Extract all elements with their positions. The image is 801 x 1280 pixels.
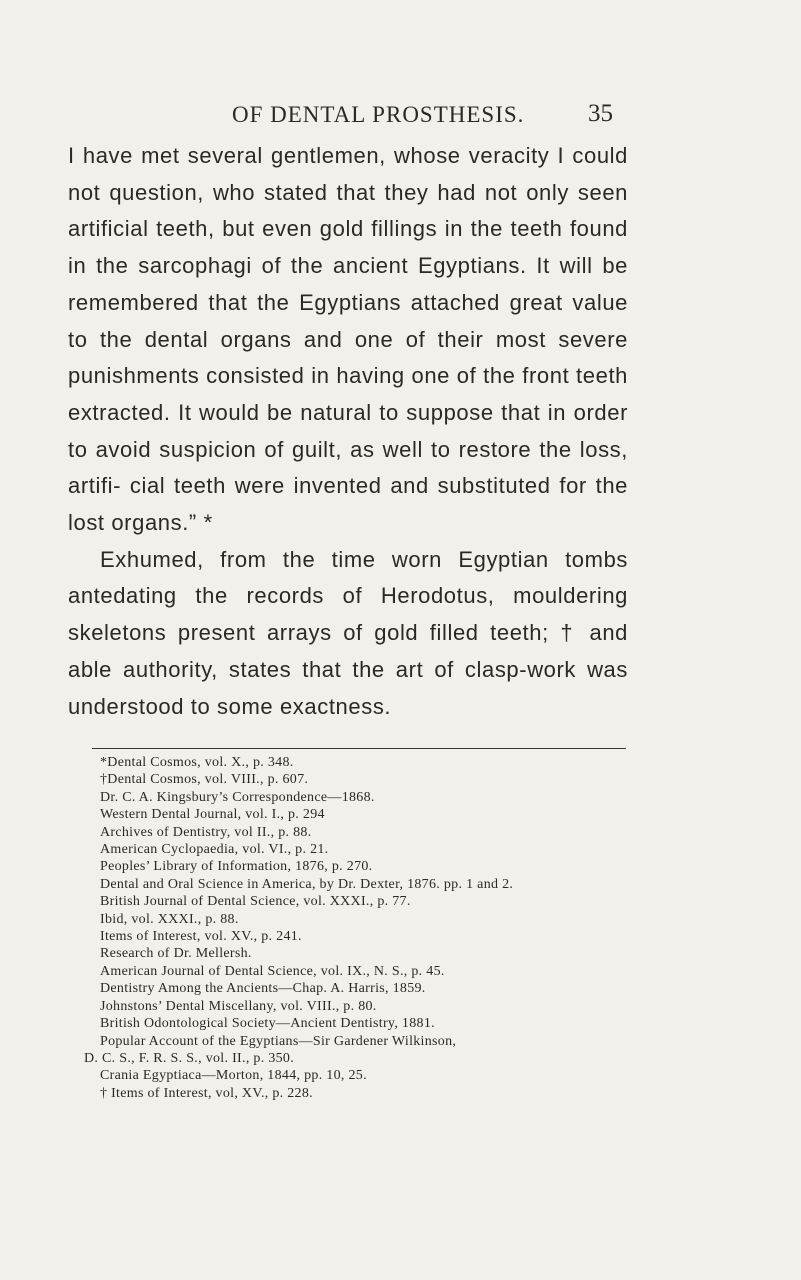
footnote-line: Dental and Oral Science in America, by Dr. Dexter, 1876. pp. 1 and 2. bbox=[100, 876, 514, 892]
footnote-line: †Dental Cosmos, vol. VIII., p. 607. bbox=[100, 772, 309, 788]
footnote-line: American Cyclopaedia, vol. VI., p. 21. bbox=[100, 842, 329, 858]
footnote-line: *Dental Cosmos, vol. X., p. 348. bbox=[100, 755, 294, 770]
footnote-line: Items of Interest, vol. XV., p. 241. bbox=[100, 929, 302, 945]
footnote-divider bbox=[92, 748, 626, 749]
running-head-title: OF DENTAL PROSTHESIS. bbox=[232, 102, 525, 127]
footnote-line: Research of Dr. Mellersh. bbox=[100, 946, 252, 962]
footnote-line: Archives of Dentistry, vol II., p. 88. bbox=[100, 824, 312, 840]
footnote-line: Ibid, vol. XXXI., p. 88. bbox=[100, 911, 239, 927]
footnote-line: Western Dental Journal, vol. I., p. 294 bbox=[100, 807, 325, 823]
footnote-line: Dentistry Among the Ancients—Chap. A. Harris, 1859. bbox=[100, 981, 426, 997]
footnotes-block bbox=[84, 754, 628, 1102]
footnote-line: D. C. S., F. R. S. S., vol. II., p. 350. bbox=[84, 1050, 295, 1066]
footnote-line: British Journal of Dental Science, vol. XXXI., p. 77. bbox=[100, 894, 411, 910]
main-text bbox=[68, 138, 628, 725]
footnote-line: Popular Account of the Egyptians—Sir Gardener Wilkinson, bbox=[100, 1033, 457, 1049]
paragraph-2: Exhumed, from the time worn Egyptian tombs antedating the records of Herodotus, mouldering skeletons present arrays of gold filled teeth; † and able authority, states that the art of clasp-work was understood to some exactness. bbox=[68, 546, 628, 719]
footnote-line: † Items of Interest, vol, XV., p. 228. bbox=[100, 1085, 313, 1101]
paragraph-1: I have met several gentlemen, whose veracity I could not question, who stated that they had not only seen artificial teeth, but even gold fillings in the teeth found in the sarcophagi of the ancient Egyptians. It will be remembered that the Egyptians attached great value to the dental organs and one of their most severe punishments consisted in having one of the front teeth extracted. It would be natural to suppose that in order to avoid suspicion of guilt, as well to restore the loss, artifi- cial teeth were invented and substituted for the lost organs.” * bbox=[68, 143, 628, 536]
footnote-line: Dr. C. A. Kingsbury’s Correspondence—1868. bbox=[100, 789, 375, 805]
footnote-line: Johnstons’ Dental Miscellany, vol. VIII., p. 80. bbox=[100, 998, 377, 1014]
footnote-line: Peoples’ Library of Information, 1876, p. 270. bbox=[100, 859, 373, 875]
footnote-line: Crania Egyptiaca—Morton, 1844, pp. 10, 25. bbox=[100, 1068, 367, 1084]
footnote-line: British Odontological Society—Ancient Dentistry, 1881. bbox=[100, 1016, 435, 1032]
footnote-line: American Journal of Dental Science, vol. IX., N. S., p. 45. bbox=[100, 963, 445, 979]
page-number: 35 bbox=[588, 100, 613, 127]
